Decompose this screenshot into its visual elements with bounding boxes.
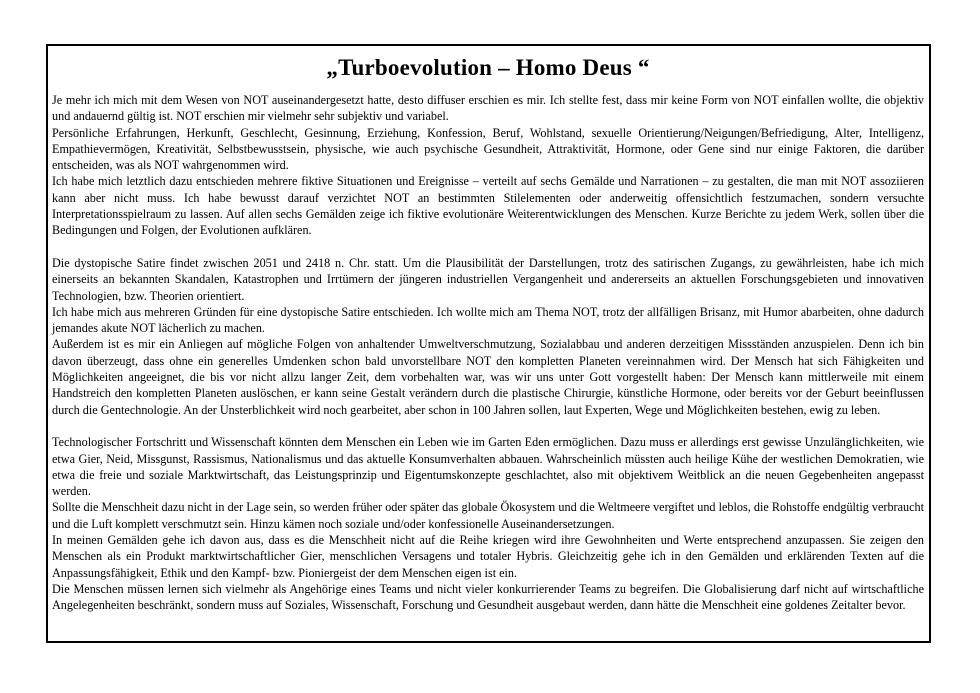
paragraph-gap (52, 239, 924, 255)
paragraph: Außerdem ist es mir ein Anliegen auf mögliche Folgen von anhaltender Umweltverschmutzung, Sozialabbau und anderen derzeitigen Missständen anzuspielen. Denn ich bin davon überzeugt, dass ohne ein generelles Umdenken schon bald unvorstellbare NOT den kompletten Planeten vereinnahmen wird. Der Mensch hat sich Fähigkeiten und Möglichkeiten angeeignet, die bis vor nicht allzu langer Zeit, dem vorbehalten war, was wir uns unter Gott vorgestellt haben: Der Mensch kann mittlerweile mit einem Handstreich den kompletten Planeten auslöschen, er kann seine Gestalt verändern durch die plastische Chirurgie, künstliche Hormone, oder bereits vor der Geburt beeinflussen durch die Gentechnologie. An der Unsterblichkeit wird noch gearbeitet, aber schon in 100 Jahren sollen, laut Experten, Wege und Möglichkeiten bestehen, ewig zu leben. (52, 337, 924, 417)
paragraph: Je mehr ich mich mit dem Wesen von NOT auseinandergesetzt hatte, desto diffuser erschien es mir. Ich stellte fest, dass mir keine Form von NOT einfallen wollte, die objektiv und andauernd gültig ist. NOT erschien mir vielmehr sehr subjektiv und variabel. (52, 93, 924, 124)
paragraph: Ich habe mich letztlich dazu entschieden mehrere fiktive Situationen und Ereignisse – verteilt auf sechs Gemälde und Narrationen – zu gestalten, die man mit NOT assoziieren kann aber nicht muss. Ich habe bewusst darauf verzichtet NOT an bestimmten Stilelementen oder anderweitig offensichtlich festzumachen, sondern versuchte Interpretationsspielraum zu lassen. Auf allen sechs Gemälden zeige ich fiktive evolutionäre Weiterentwicklungen des Menschen. Kurze Berichte zu jedem Werk, sollen über die Bedingungen und Folgen, der Evolutionen aufklären. (52, 174, 924, 238)
paragraph: Ich habe mich aus mehreren Gründen für eine dystopische Satire entschieden. Ich wollte mich am Thema NOT, trotz der allfälligen Brisanz, mit Humor abarbeiten, ohne dadurch jemandes akute NOT lächerlich zu machen. (52, 304, 924, 336)
paragraph: Technologischer Fortschritt und Wissenschaft könnten dem Menschen ein Leben wie im Garten Eden ermöglichen. Dazu muss er allerdings erst gewisse Unzulänglichkeiten, wie etwa Gier, Neid, Missgunst, Rassismus, Nationalismus und das aktuelle Konsumverhalten abbauen. Wahrscheinlich müssten auch heilige Kühe der westlichen Demokratien, wie etwa die freie und soziale Marktwirtschaft, das Leistungsprinzip und Eigentumskonzepte geschlachtet, also mit objektivem Weitblick an die neuen Gegebenheiten angepasst werden. (52, 435, 924, 499)
paragraph: Sollte die Menschheit dazu nicht in der Lage sein, so werden früher oder später das globale Ökosystem und die Weltmeere vergiftet und leblos, die Rohstoffe endgültig verbraucht und die Luft komplett verschmutzt sein. Hinzu kämen noch soziale und/oder konfessionelle Auseinandersetzungen. (52, 500, 924, 531)
paragraph: Die Menschen müssen lernen sich vielmehr als Angehörige eines Teams und nicht vieler konkurrierender Teams zu begreifen. Die Globalisierung darf nicht auf wirtschaftliche Angelegenheiten beschränkt, sondern muss auf Soziales, Wissenschaft, Forschung und Gesundheit ausgebaut werden, dann hätte die Menschheit eine goldenes Zeitalter bevor. (52, 581, 924, 613)
paragraph: Persönliche Erfahrungen, Herkunft, Geschlecht, Gesinnung, Erziehung, Konfession, Beruf, Wohlstand, sexuelle Orientierung/Neigungen/Befriedigung, Alter, Intelligenz, Empathievermögen, Kreativität, Selbstbewusstsein, physische, wie auch psychische Gesundheit, Attraktivität, Hormone, oder Gene sind nur einige Faktoren, die darüber entscheiden, was als NOT wahrgenommen wird. (52, 125, 924, 173)
text-frame (46, 44, 931, 643)
paragraph-gap (52, 418, 924, 434)
document-title: „Turboevolution – Homo Deus “ (326, 55, 650, 80)
paragraph: Die dystopische Satire findet zwischen 2051 und 2418 n. Chr. statt. Um die Plausibilität der Darstellungen, trotz des satirischen Zugangs, zu gewährleisten, habe ich mich einerseits an bekannten Skandalen, Katastrophen und Irrtümern der jüngeren industriellen Vergangenheit und andererseits an aktuellen Forschungsgebieten und innovativen Technologien, bzw. Theorien orientiert. (52, 255, 924, 303)
paragraph: In meinen Gemälden gehe ich davon aus, dass es die Menschheit nicht auf die Reihe kriegen wird ihre Gewohnheiten und Werte entsprechend anzupassen. Sie zeigen den Menschen als ein Produkt marktwirtschaftlicher Gier, menschlichen Versagens und totaler Hybris. Gleichzeitig gehe ich in den Gemälden und erklärenden Texten auf die Anpassungsfähigkeit, Ethik und den Kampf- bzw. Pioniergeist der dem Menschen eigen ist ein. (52, 533, 924, 580)
document-body (52, 92, 924, 614)
